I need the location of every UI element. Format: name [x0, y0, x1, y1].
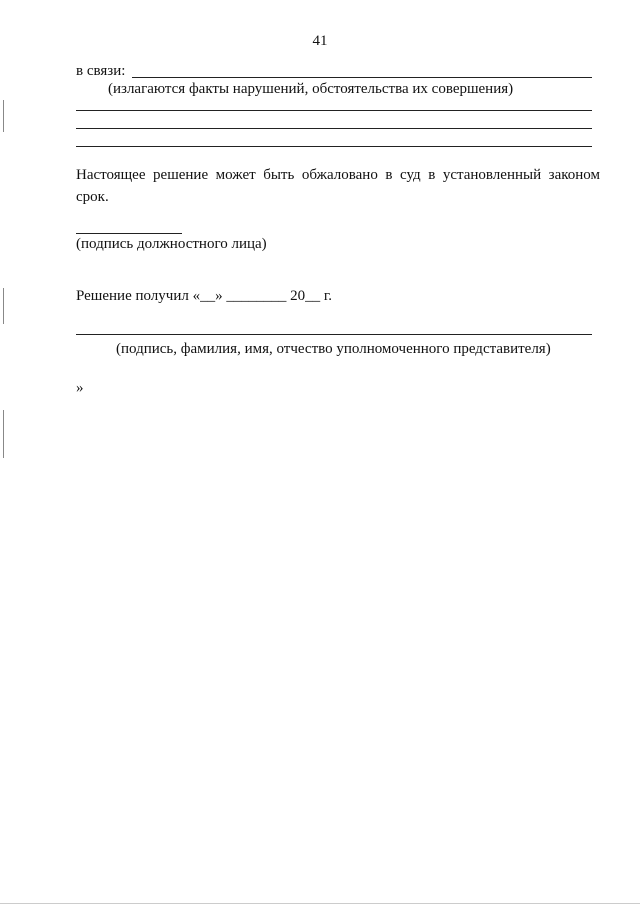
scan-margin-mark	[3, 288, 4, 324]
facts-blank-line-2	[76, 128, 592, 129]
official-signature-caption: (подпись должностного лица)	[76, 236, 267, 252]
appeal-paragraph: Настоящее решение может быть обжаловано в суд в установленный законом срок.	[76, 167, 600, 205]
facts-input-line	[132, 77, 592, 78]
closing-quote: »	[76, 380, 84, 396]
facts-caption: (излагаются факты нарушений, обстоятельства их совершения)	[108, 81, 514, 97]
representative-caption: (подпись, фамилия, имя, отчество уполномоченного представителя)	[116, 341, 551, 357]
facts-blank-line-1	[76, 110, 592, 111]
scan-margin-mark	[3, 410, 4, 458]
scan-margin-mark	[3, 100, 4, 132]
representative-signature-line	[76, 334, 592, 335]
in-connection-label: в связи:	[76, 63, 126, 79]
decision-received-line: Решение получил «__» ________ 20__ г.	[76, 288, 333, 304]
facts-blank-line-3	[76, 146, 592, 147]
page-number: 41	[312, 33, 328, 49]
official-signature-line	[76, 233, 182, 234]
scan-bottom-edge	[0, 903, 640, 904]
